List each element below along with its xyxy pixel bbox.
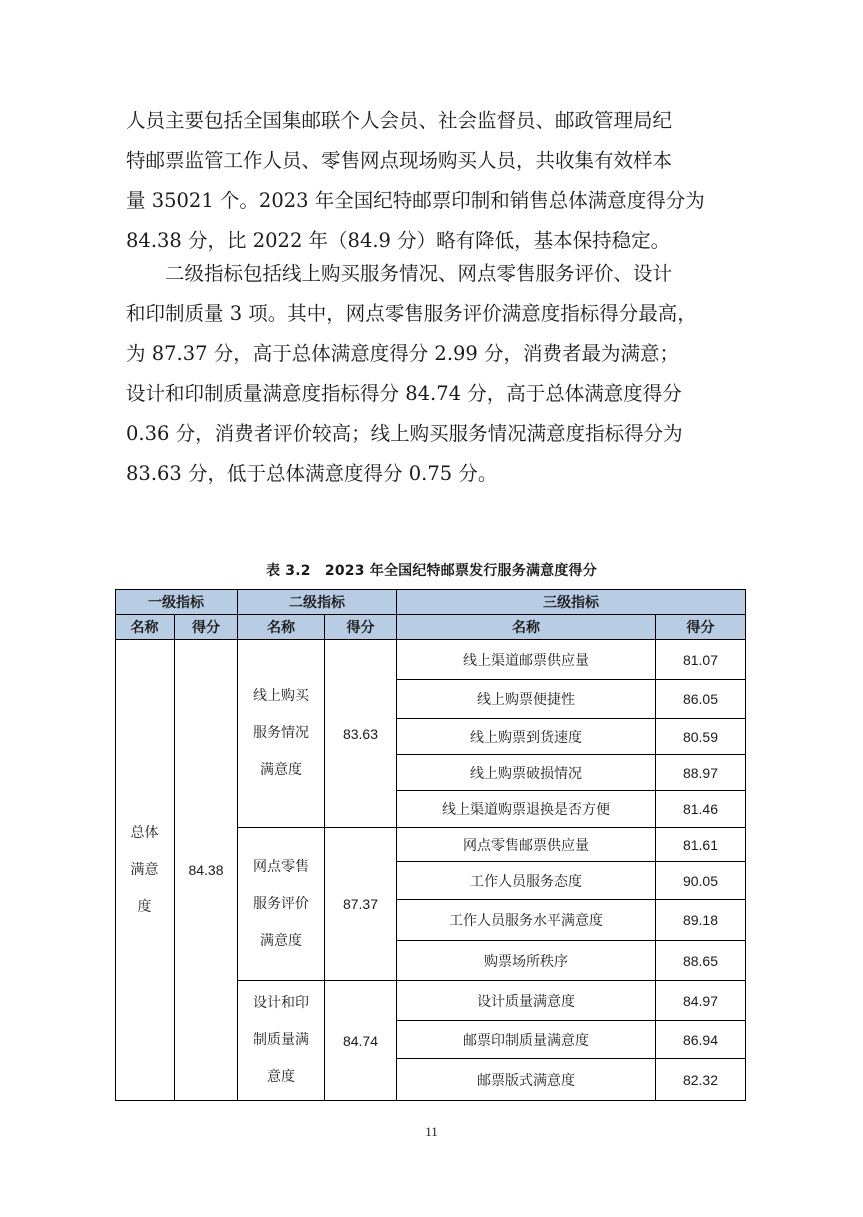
header-level1: 一级指标 <box>115 589 238 615</box>
level2-score: 83.63 <box>325 640 397 828</box>
level2-score: 84.74 <box>325 981 397 1101</box>
satisfaction-score-table <box>115 589 746 1101</box>
level2-name <box>238 981 325 1101</box>
header-name-2: 名称 <box>238 615 325 640</box>
level3-score: 80.59 <box>656 719 746 755</box>
paragraph-line: 特邮票监管工作人员、零售网点现场购买人员，共收集有效样本 <box>126 149 673 172</box>
level3-score: 89.18 <box>656 900 746 941</box>
header-level3: 三级指标 <box>397 589 746 615</box>
level3-name: 线上渠道邮票供应量 <box>397 640 656 680</box>
level2-name-line: 线上购买 <box>253 688 309 704</box>
level3-score: 81.46 <box>656 791 746 828</box>
header-score-1: 得分 <box>175 615 238 640</box>
level3-name: 工作人员服务态度 <box>397 862 656 900</box>
level3-name: 设计质量满意度 <box>397 981 656 1021</box>
level2-name-line: 满意度 <box>260 932 302 949</box>
level3-name: 线上购票到货速度 <box>397 719 656 755</box>
level3-name: 网点零售邮票供应量 <box>397 828 656 862</box>
level2-name-line: 设计和印 <box>253 995 309 1011</box>
level1-name <box>115 640 175 1101</box>
header-score-2: 得分 <box>325 615 397 640</box>
level1-name-line: 总体 <box>130 824 159 841</box>
level3-name: 邮票印制质量满意度 <box>397 1021 656 1059</box>
level3-score: 88.65 <box>656 941 746 981</box>
body-paragraph-2 <box>126 254 734 494</box>
paragraph-line: 和印制质量 3 项。其中，网点零售服务评价满意度指标得分最高， <box>126 302 697 325</box>
level2-name-line: 意度 <box>267 1069 295 1085</box>
table-caption: 表 3.2 2023 年全国纪特邮票发行服务满意度得分 <box>266 563 597 579</box>
level2-name-line: 满意度 <box>260 762 302 778</box>
paragraph-line: 83.63 分，低于总体满意度得分 0.75 分。 <box>126 462 498 485</box>
level2-name-line: 制质量满 <box>253 1032 309 1048</box>
header-name-1: 名称 <box>115 615 175 640</box>
level2-score: 87.37 <box>325 828 397 981</box>
level2-name <box>238 828 325 981</box>
level3-score: 90.05 <box>656 862 746 900</box>
page-number: 11 <box>425 1124 438 1139</box>
paragraph-line: 二级指标包括线上购买服务情况、网点零售服务评价、设计 <box>126 262 673 285</box>
paragraph-line: 84.38 分，比 2022 年（84.9 分）略有降低，基本保持稳定。 <box>126 229 671 252</box>
level1-name-line: 满意 <box>130 861 159 878</box>
level1-name-line: 度 <box>137 898 152 915</box>
level3-score: 88.97 <box>656 755 746 791</box>
level2-name <box>238 640 325 828</box>
level3-name: 邮票版式满意度 <box>397 1059 656 1101</box>
level3-name: 线上购票便捷性 <box>397 680 656 719</box>
paragraph-line: 量 35021 个。2023 年全国纪特邮票印制和销售总体满意度得分为 <box>126 189 705 212</box>
level3-score: 82.32 <box>656 1059 746 1101</box>
level3-name: 工作人员服务水平满意度 <box>397 900 656 941</box>
level2-name-line: 网点零售 <box>253 858 309 875</box>
level3-name: 购票场所秩序 <box>397 941 656 981</box>
header-name-3: 名称 <box>397 615 656 640</box>
level1-score: 84.38 <box>175 640 238 1101</box>
level3-name: 线上购票破损情况 <box>397 755 656 791</box>
level3-score: 86.94 <box>656 1021 746 1059</box>
body-paragraph-1 <box>126 101 734 261</box>
level2-name-line: 服务情况 <box>253 725 309 741</box>
level3-score: 81.07 <box>656 640 746 680</box>
level3-score: 84.97 <box>656 981 746 1021</box>
paragraph-line: 人员主要包括全国集邮联个人会员、社会监督员、邮政管理局纪 <box>126 109 673 132</box>
header-score-3: 得分 <box>656 615 746 640</box>
level2-name-line: 服务评价 <box>253 895 309 912</box>
paragraph-line: 设计和印制质量满意度指标得分 84.74 分，高于总体满意度得分 <box>126 382 682 405</box>
level3-name: 线上渠道购票退换是否方便 <box>397 791 656 828</box>
level3-score: 86.05 <box>656 680 746 719</box>
paragraph-line: 0.36 分，消费者评价较高；线上购买服务情况满意度指标得分为 <box>126 422 683 445</box>
header-level2: 二级指标 <box>238 589 397 615</box>
level3-score: 81.61 <box>656 828 746 862</box>
paragraph-line: 为 87.37 分，高于总体满意度得分 2.99 分，消费者最为满意； <box>126 342 680 365</box>
